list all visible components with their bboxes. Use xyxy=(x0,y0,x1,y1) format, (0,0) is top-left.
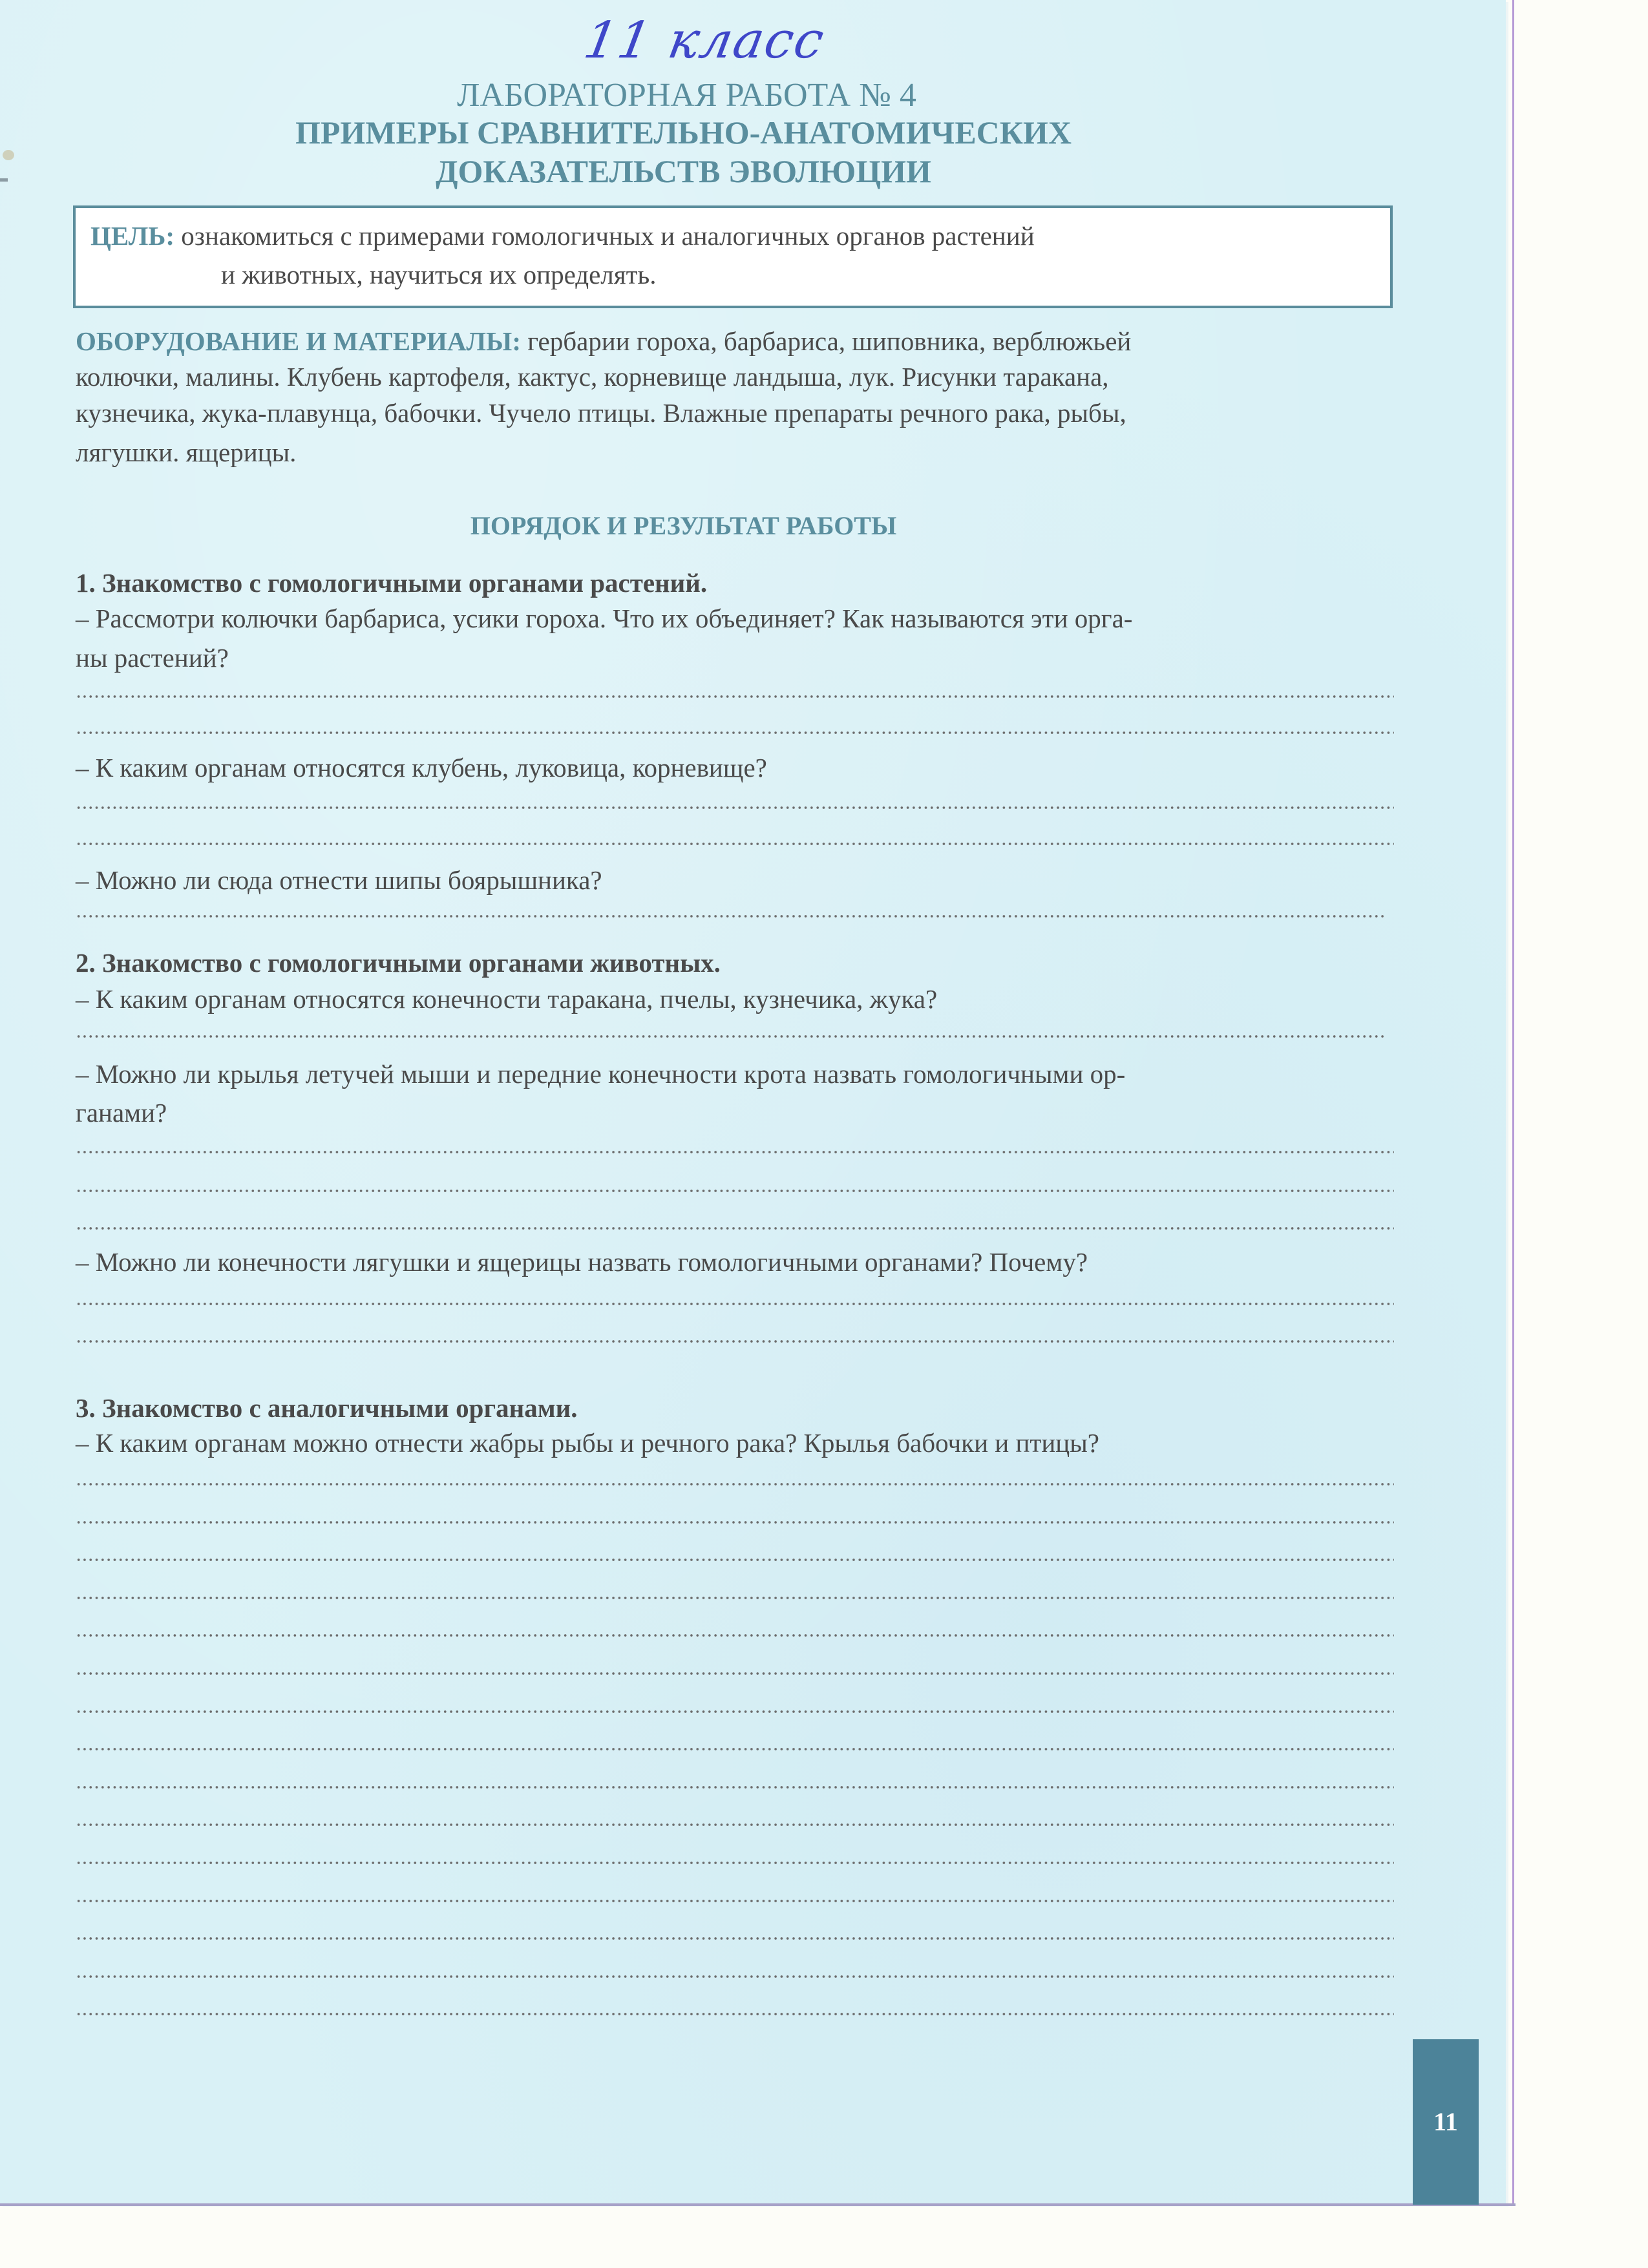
materials-line-1 xyxy=(76,326,1131,356)
answer-line[interactable] xyxy=(76,1823,1394,1827)
answer-line[interactable] xyxy=(76,731,1394,735)
answer-line[interactable] xyxy=(76,2012,1394,2016)
answer-line[interactable] xyxy=(76,1226,1394,1230)
answer-line[interactable] xyxy=(76,914,1384,918)
question-2-3: – Можно ли конечности лягушки и ящерицы назвать гомологичными органами? Почему? xyxy=(76,1247,1088,1277)
answer-line[interactable] xyxy=(76,1633,1394,1637)
answer-line[interactable] xyxy=(76,695,1394,698)
answer-line[interactable] xyxy=(76,1558,1394,1562)
question-1-2: – К каким органам относятся клубень, луковица, корневище? xyxy=(76,753,767,782)
question-3-1: – К каким органам можно отнести жабры рыбы и речного рака? Крылья бабочки и птицы? xyxy=(76,1428,1099,1458)
answer-line[interactable] xyxy=(76,1747,1394,1751)
goal-line-1 xyxy=(90,221,1035,251)
answer-line[interactable] xyxy=(76,806,1394,810)
materials-label: ОБОРУДОВАНИЕ И МАТЕРИАЛЫ: xyxy=(76,326,521,356)
page-bottom-edge xyxy=(0,2203,1516,2206)
question-2-1: – К каким органам относятся конечности таракана, пчелы, кузнечика, жука? xyxy=(76,984,938,1014)
question-1-1-line-2: ны растений? xyxy=(76,643,229,673)
materials-text-3: кузнечика, жука-плавунца, бабочки. Чучело птицы. Влажные препараты речного рака, рыбы, xyxy=(76,398,1126,428)
answer-line[interactable] xyxy=(76,1302,1394,1306)
goal-text-1: ознакомиться с примерами гомологичных и аналогичных органов растений xyxy=(181,221,1035,251)
answer-line[interactable] xyxy=(76,1899,1394,1903)
procedure-heading: ПОРЯДОК И РЕЗУЛЬТАТ РАБОТЫ xyxy=(470,511,897,540)
answer-line[interactable] xyxy=(76,1339,1394,1343)
answer-line[interactable] xyxy=(76,1672,1394,1675)
question-1-3: – Можно ли сюда отнести шипы боярышника? xyxy=(76,865,602,895)
lab-number-title: ЛАБОРАТОРНАЯ РАБОТА № 4 xyxy=(457,77,916,114)
goal-text-2: и животных, научиться их определять. xyxy=(221,260,657,289)
answer-line[interactable] xyxy=(76,1975,1394,1979)
section-2-heading: 2. Знакомство с гомологичными органами животных. xyxy=(76,948,721,978)
section-3-heading: 3. Знакомство с аналогичными органами. xyxy=(76,1393,578,1423)
answer-line[interactable] xyxy=(76,1710,1394,1714)
page-number: 11 xyxy=(1433,2107,1458,2136)
answer-line[interactable] xyxy=(76,1150,1394,1154)
goal-label: ЦЕЛЬ: xyxy=(90,221,175,251)
answer-line[interactable] xyxy=(76,1034,1384,1038)
answer-line[interactable] xyxy=(76,842,1394,846)
question-1-1-line-1: – Рассмотри колючки барбариса, усики гороха. Что их объединяет? Как называются эти орга- xyxy=(76,604,1133,633)
materials-text-2: колючки, малины. Клубень картофеля, кактус, корневище ландыша, лук. Рисунки таракана, xyxy=(76,362,1109,392)
answer-line[interactable] xyxy=(76,1189,1394,1193)
handwritten-class-note: 11 класс xyxy=(580,12,830,70)
lab-title-line-2: ДОКАЗАТЕЛЬСТВ ЭВОЛЮЦИИ xyxy=(436,153,931,189)
answer-line[interactable] xyxy=(76,1596,1394,1600)
materials-text-4: лягушки. ящерицы. xyxy=(76,437,297,467)
page-edge xyxy=(1512,0,1514,2205)
question-2-2-line-2: ганами? xyxy=(76,1098,167,1128)
answer-line[interactable] xyxy=(76,1937,1394,1940)
materials-text-1: гербарии гороха, барбариса, шиповника, верблюжьей xyxy=(527,326,1132,356)
question-2-2-line-1: – Можно ли крылья летучей мыши и передние конечности крота назвать гомологичными ор- xyxy=(76,1059,1126,1089)
lab-title-line-1: ПРИМЕРЫ СРАВНИТЕЛЬНО-АНАТОМИЧЕСКИХ xyxy=(295,114,1072,151)
answer-line[interactable] xyxy=(76,1482,1394,1486)
section-1-heading: 1. Знакомство с гомологичными органами растений. xyxy=(76,568,708,598)
answer-line[interactable] xyxy=(76,1520,1394,1524)
page-number-tab xyxy=(1413,2039,1479,2205)
answer-line[interactable] xyxy=(76,1861,1394,1865)
answer-line[interactable] xyxy=(76,1785,1394,1789)
